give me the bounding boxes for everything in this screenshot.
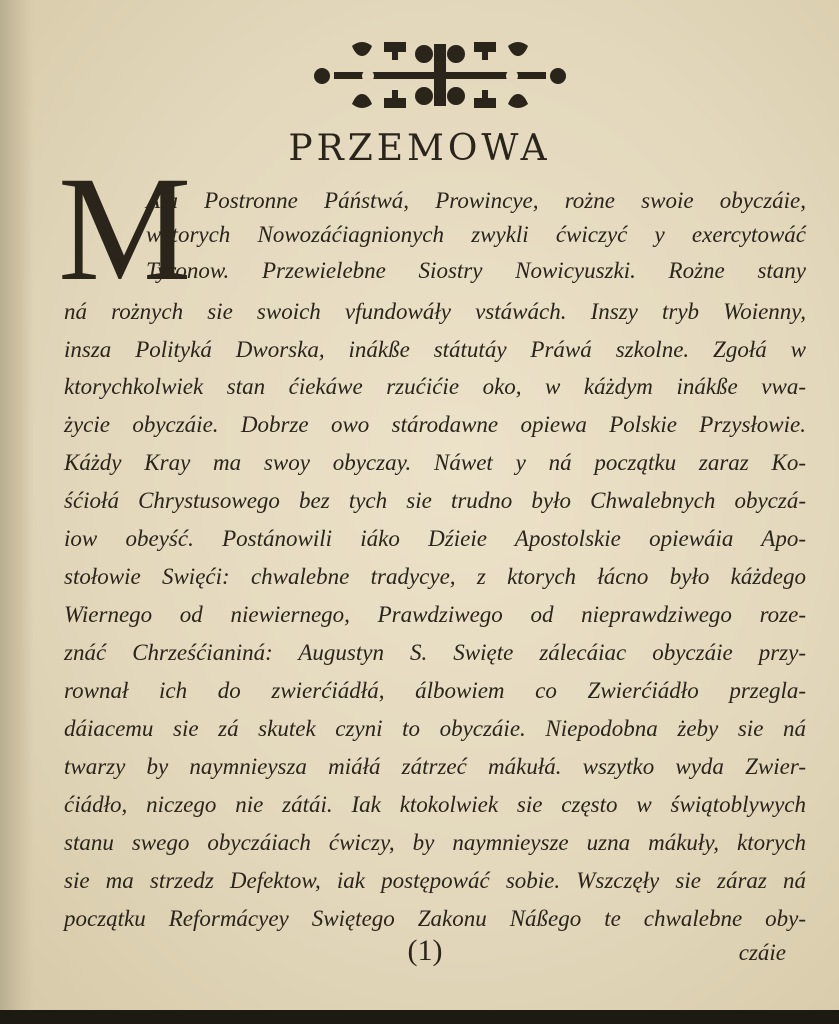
- text-line: stanu swego obyczáiach ćwiczy, by naymnieysze uzna mákuły, ktorych: [64, 830, 806, 855]
- text-line: iow obeyść. Postánowili iáko Dźieie Apostolskie opiewáia Apo-: [64, 526, 806, 551]
- text-line: stołowie Swięći: chwalebne tradycye, z ktorych łácno było káżdego: [64, 564, 806, 589]
- text-line: wktorych Nowozáćiagnionych zwykli ćwiczyć y exercytowáć: [146, 222, 806, 247]
- ornament-icon: [312, 38, 568, 112]
- text-line: twarzy by naymnieysza miáłá zátrzeć mákułá. wszytko wyda Zwier-: [64, 754, 806, 779]
- text-line: dáiacemu sie zá skutek czyni to obyczáie. Niepodobna żeby sie ná: [64, 716, 806, 741]
- page-number: (1): [407, 934, 443, 967]
- text-line: Tyronow. Przewielebne Siostry Nowicyuszki. Rożne stany: [146, 258, 806, 283]
- text-line: początku Reformácyey Swiętego Zakonu Náßego te chwalebne oby-: [64, 906, 806, 931]
- text-line: śćiołá Chrystusowego bez tych sie trudno było Chwalebnych obyczá-: [64, 488, 806, 513]
- text-line: życie obyczáie. Dobrze owo stárodawne opiewa Polskie Przysłowie.: [64, 412, 806, 437]
- text-line: ktorychkolwiek stan ćiekáwe rzućićie oko, w káżdym inákße vwa-: [64, 374, 806, 399]
- text-line: Aia Postronne Páństwá, Prowincye, rożne swoie obyczáie,: [146, 188, 806, 213]
- catchword: czáie: [738, 940, 786, 965]
- text-line: Wiernego od niewiernego, Prawdziwego od nieprawdziwego roze-: [64, 602, 806, 627]
- text-line: insza Polityká Dworska, inákße státutáy Práwá szkolne. Zgołá w: [64, 337, 806, 362]
- text-line: rownał ich do zwierćiádłá, álbowiem co Zwierćiádło przegla-: [64, 678, 806, 703]
- text-line: znáć Chrześćianiná: Augustyn S. Swięte zálecáiac obyczáie przy-: [64, 640, 806, 665]
- text-line: ná rożnych sie swoich vfundowáły vstáwách. Inszy tryb Woienny,: [64, 299, 806, 324]
- drop-cap: M: [58, 146, 192, 312]
- text-line: sie ma strzedz Defektow, iak postępowáć sobie. Wszczęły sie záraz ná: [64, 868, 806, 893]
- text-line: ćiádło, niczego nie zátái. Iak ktokolwiek sie często w świątoblywych: [64, 792, 806, 817]
- text-line: Káżdy Kray ma swoy obyczay. Náwet y ná początku zaraz Ko-: [64, 450, 806, 475]
- page-bottom-edge: [0, 1010, 839, 1024]
- page-title: PRZEMOWA: [288, 128, 551, 169]
